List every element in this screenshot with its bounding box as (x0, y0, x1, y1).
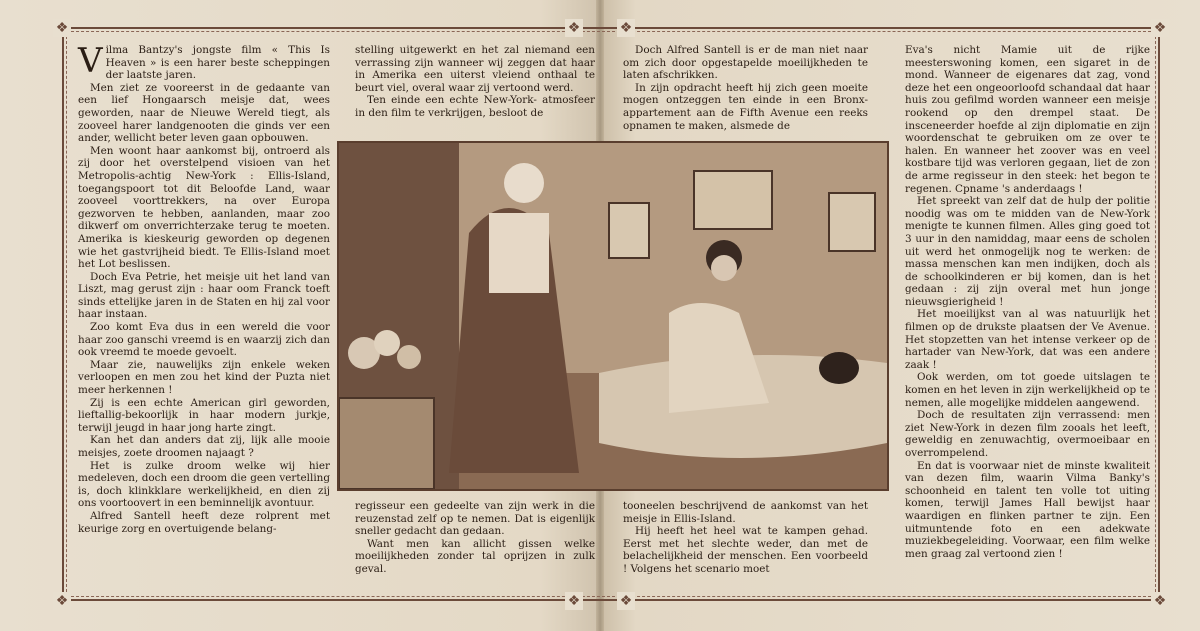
paragraph: tooneelen beschrijvend de aankomst van het meisje in Ellis-Island. (623, 500, 868, 525)
paragraph: Zoo komt Eva dus in een wereld die voor haar zoo ganschi vreemd is en waarzij zich dan ook vreemd te moede gevoelt. (78, 321, 330, 359)
text-column-3-bottom (623, 500, 868, 590)
corner-ornament-icon: ❖ (1151, 592, 1169, 610)
paragraph: Ten einde een echte New-York- atmosfeer in den film te verkrijgen, besloot de (355, 94, 595, 119)
paragraph: Ook werden, om tot goede uitslagen te komen en het leven in zijn werkelijkheid op te nemen, alle mogelijke middelen aangewend. (905, 371, 1150, 409)
paragraph: Men ziet ze vooreerst in de gedaante van een lief Hongaarsch meisje dat, wees geworden, naar de Nieuwe Wereld tiegt, als zooveel harer landgenooten die ginds ver een ander, wellicht beter leven gaan opbouwen. (78, 81, 330, 145)
drop-cap: V (78, 41, 103, 81)
paragraph: Kan het dan anders dat zij, lijk alle mooie meisjes, zoete droomen najaagt ? (78, 434, 330, 459)
text-column-3-top (623, 44, 868, 132)
paragraph: Het moeilijkst van al was natuurlijk het filmen op de drukste plaatsen der Ve Avenue. Het stopzetten van het intense verkeer op de hartader van New-York, dat was een andere zaak ! (905, 308, 1150, 371)
paragraph: Hij heeft het heel wat te kampen gehad. Eerst met het slechte weder, dan met de belachelijkheid der menschen. Een voorbeeld ! Volgens het scenario moet (623, 525, 868, 575)
paragraph: In zijn opdracht heeft hij zich geen moeite mogen ontzeggen ten einde in een Bronx-appartement aan de Fifth Avenue een reeks opnamen te maken, alsmede de (623, 81, 868, 132)
paragraph: Want men kan allicht gissen welke moeilijkheden zonder tal oprijzen in zulk geval. (355, 537, 595, 575)
paragraph: Doch de resultaten zijn verrassend: men ziet New-York in dezen film zooals het leeft, geweldig en zenuwachtig, overmoeibaar en overrompelend. (905, 409, 1150, 459)
bottom-ornament-icon: ❖ (565, 592, 583, 610)
paragraph: Maar zie, nauwelijks zijn enkele weken verloopen en men zou het kind der Puzta niet meer herkennen ! (78, 358, 330, 397)
paragraph: Doch Eva Petrie, het meisje uit het land van Liszt, mag gerust zijn : haar oom Franck toeft sinds ettelijke jaren in de Staten en hij zal voor haar instaan. (78, 270, 330, 321)
paragraph: Men woont haar aankomst bij, ontroerd als zij door het overstelpend visioen van het Metropolis-achtig New-York : Ellis-Island, toegangspoort tot dit Beloofde Land, waar zooveel voorttrekkers, na over Europa gezworven te hebben, aanlanden, maar zoo dikwerf om onverrichterzake terug te moeten. Amerika is kieskeurig geworden op degenen wie het gastvrijheid biedt. Te Ellis-Island moet het Lot beslissen. (78, 144, 330, 271)
paragraph: regisseur een gedeelte van zijn werk in die reuzenstad zelf op te nemen. Dat is eigenlijk sneller gedacht dan gedaan. (355, 500, 595, 538)
paragraph: Zij is een echte American girl geworden, lieftallig-bekoorlijk in haar modern jurkje, terwijl jeugd in haar jong harte zingt. (78, 396, 330, 434)
paragraph: Doch Alfred Santell is er de man niet naar om zich door opgestapelde moeilijkheden te laten afschrikken. (623, 44, 868, 82)
paragraph: Eva's nicht Mamie uit de rijke meesterswoning komen, een sigaret in de mond. Wanneer de eigenares dat zag, vond deze het een ongeoorloofd schandaal dat haar huis zou gefilmd worden wanneer een meisje rookend op den drempel staat. De insceneerder hoefde al zijn diplomatie en zijn woordenschat te gebruiken om ze over te halen. En wanneer het zoover was en veel kostbare tijd was verloren gegaan, liet de zon de arme regisseur in den steek: het begon te regenen. Cpname 's anderdaags ! (905, 44, 1150, 195)
text-column-2-bottom (355, 500, 595, 590)
paragraph: Het spreekt van zelf dat de hulp der politie noodig was om te midden van de New-York menigte te kunnen filmen. Alles ging goed tot 3 uur in den namiddag, maar eens de scholen uit werd het onmogelijk nog te werken: de massa menschen kan men indijken, doch als de schoolkinderen er bij komen, dan is het gedaan : zij zijn overal met hun jonge nieuwsgierigheid ! (905, 195, 1150, 308)
paragraph: Het is zulke droom welke wij hier medeleven, doch een droom die geen vertelling is, doch klinkklare werkelijkheid, en dien zij ons voortoovert in een beminnelijk avontuur. (78, 459, 330, 510)
top-ornament-icon: ❖ (617, 19, 635, 37)
text-column-2-top (355, 44, 595, 128)
corner-ornament-icon: ❖ (1151, 19, 1169, 37)
film-still-illustration (339, 143, 887, 489)
corner-ornament-icon: ❖ (53, 592, 71, 610)
bottom-ornament-icon: ❖ (617, 592, 635, 610)
paragraph: En dat is voorwaar niet de minste kwaliteit van dezen film, waarin Vilma Banky's schoonheid en talent ten volle tot uiting komen, terwijl James Hall bewijst haar waardigen en flinken partner te zijn. Een uitmuntende foto en een adekwate muziekbegeleiding. Voorwaar, een film welke men graag zal vertoond zien ! (905, 459, 1150, 560)
text-column-1 (78, 41, 330, 589)
top-ornament-icon: ❖ (565, 19, 583, 37)
paragraph: stelling uitgewerkt en het zal niemand een verrassing zijn wanneer wij zeggen dat haar in Amerika een uiterst vleiend onthaal te beurt viel, overal waar zij vertoond werd. (355, 44, 595, 94)
film-still-photo (337, 141, 889, 491)
paragraph: Vilma Bantzy's jongste film « This Is Heaven » is een harer beste scheppingen der laatste jaren. (78, 41, 330, 82)
paragraph: Alfred Santell heeft deze rolprent met keurige zorg en overtuigende belang- (78, 509, 330, 535)
corner-ornament-icon: ❖ (53, 19, 71, 37)
text-column-4 (905, 44, 1150, 589)
